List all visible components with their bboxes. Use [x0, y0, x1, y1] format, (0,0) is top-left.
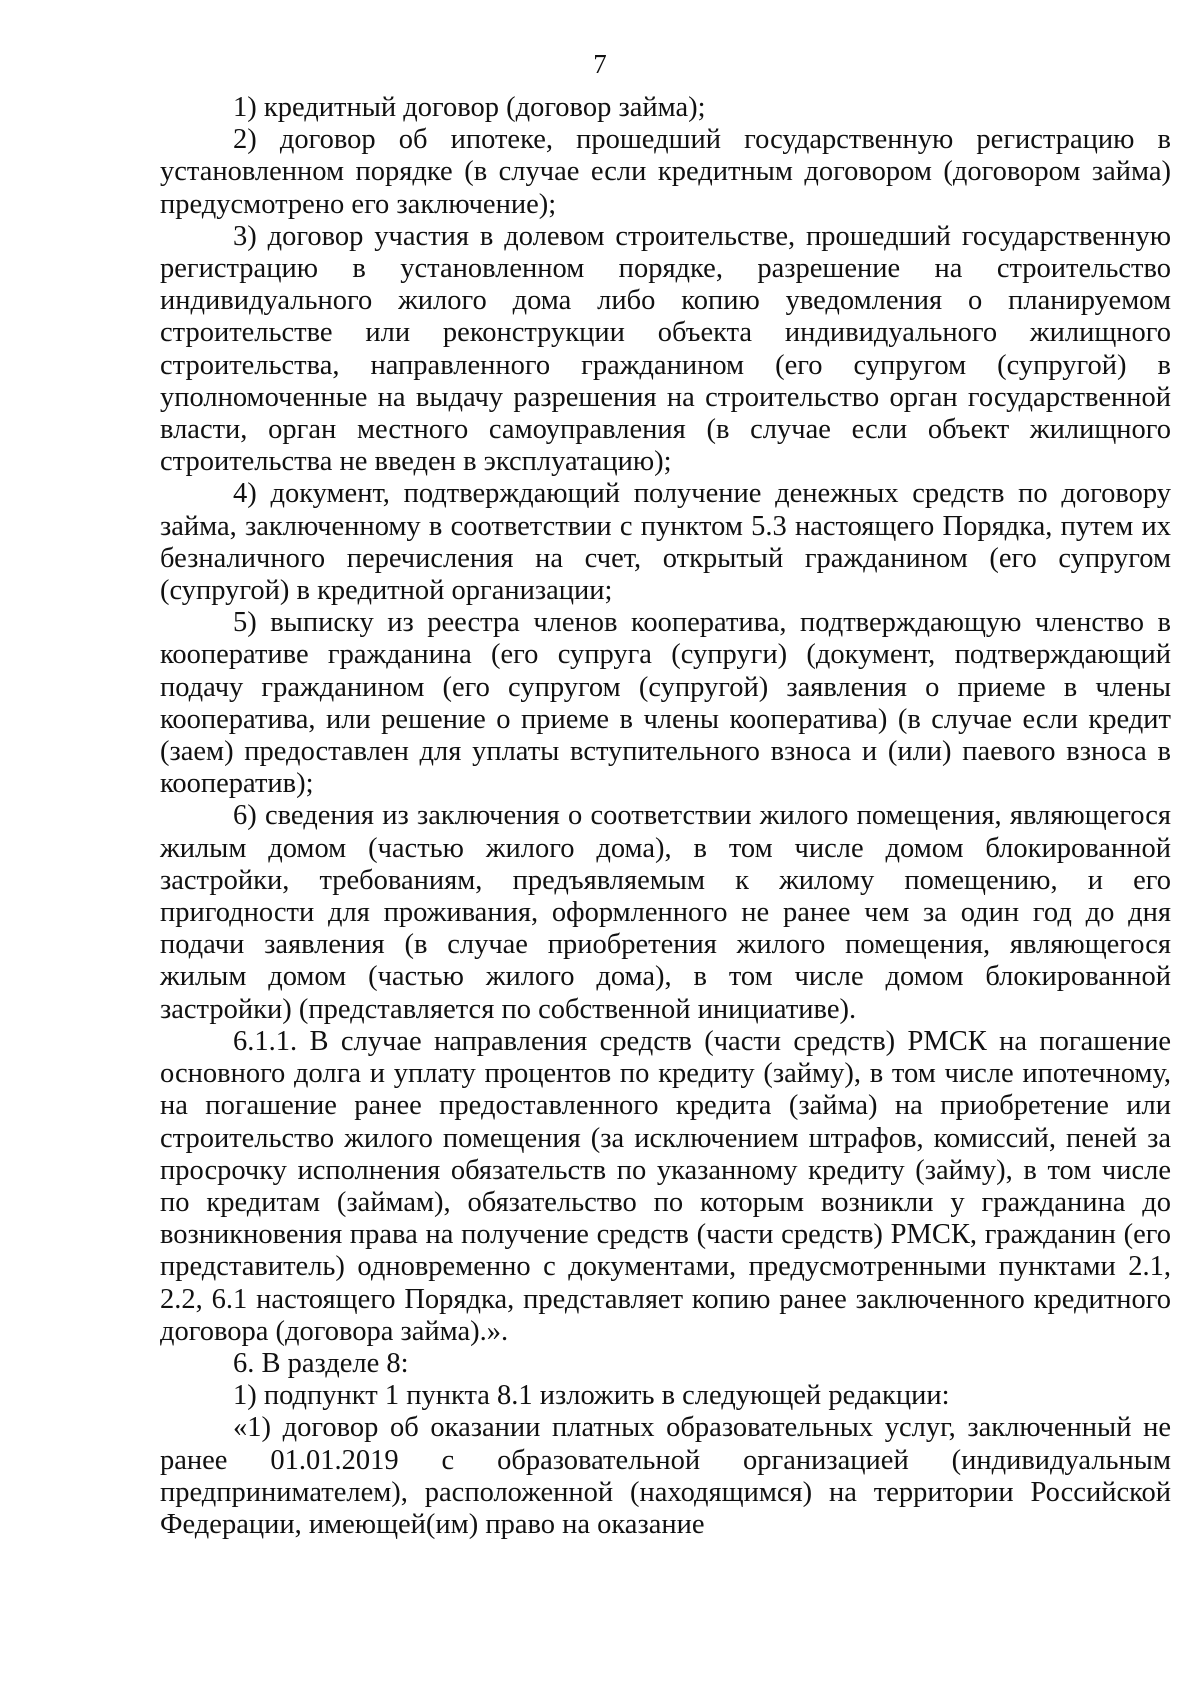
paragraph-2-mortgage-agreement: 2) договор об ипотеке, прошедший государственную регистрацию в установленном порядке (в случае если кредитным договором (договором займа) предусмотрено его заключение); — [160, 124, 1171, 220]
document-body — [160, 92, 1171, 1541]
paragraph-6-housing-conformity: 6) сведения из заключения о соответствии жилого помещения, являющегося жилым домом (частью жилого дома), в том числе домом блокированной застройки, требованиям, предъявляемым к жилому помещению, и его пригодности для проживания, оформленного не ранее чем за один год до дня подачи заявления (в случае приобретения жилого помещения, являющегося жилым домом (частью жилого дома), в том числе домом блокированной застройки) (представляется по собственной инициативе). — [160, 800, 1171, 1025]
paragraph-6-1-1-loan-repayment: 6.1.1. В случае направления средств (части средств) РМСК на погашение основного долга и уплату процентов по кредиту (займу), в том числе ипотечному, на погашение ранее предоставленного кредита (займа) на приобретение или строительство жилого помещения (за исключением штрафов, комиссий, пеней за просрочку исполнения обязательств по указанному кредиту (займу), в том числе по кредитам (займам), обязательство по которым возникли у гражданина до возникновения права на получение средств (части средств) РМСК, гражданин (его представитель) одновременно с документами, предусмотренными пунктами 2.1, 2.2, 6.1 настоящего Порядка, представляет копию ранее заключенного кредитного договора (договора займа).». — [160, 1025, 1171, 1347]
paragraph-subitem-8-1-amendment: 1) подпункт 1 пункта 8.1 изложить в следующей редакции: — [233, 1380, 950, 1412]
paragraph-section-8-heading: 6. В разделе 8: — [233, 1347, 409, 1379]
page-number: 7 — [593, 49, 607, 79]
paragraph-5-cooperative-extract: 5) выписку из реестра членов кооператива, подтверждающую членство в кооперативе гражданина (его супруга (супруги) (документ, подтверждающий подачу гражданином (его супругом (супругой) заявления о приеме в члены кооператива, или решение о приеме в члены кооператива) (в случае если кредит (заем) предоставлен для уплаты вступительного взноса и (или) паевого взноса в кооператив); — [160, 607, 1171, 800]
paragraph-education-services-contract: «1) договор об оказании платных образовательных услуг, заключенный не ранее 01.01.2019 с образовательной организацией (индивидуальным предпринимателем), расположенной (находящимся) на территории Российской Федерации, имеющей(им) право на оказание — [160, 1412, 1171, 1540]
paragraph-1-credit-agreement: 1) кредитный договор (договор займа); — [233, 92, 706, 123]
paragraph-4-loan-funds-document: 4) документ, подтверждающий получение денежных средств по договору займа, заключенному в соответствии с пунктом 5.3 настоящего Порядка, путем их безналичного перечисления на счет, открытый гражданином (его супругом (супругой) в кредитной организации; — [160, 478, 1171, 607]
paragraph-3-construction-agreement: 3) договор участия в долевом строительстве, прошедший государственную регистрацию в установленном порядке, разрешение на строительство индивидуального жилого дома либо копию уведомления о планируемом строительстве или реконструкции объекта индивидуального жилищного строительства, направленного гражданином (его супругом (супругой) в уполномоченные на выдачу разрешения на строительство орган государственной власти, орган местного самоуправления (в случае если объект жилищного строительства не введен в эксплуатацию); — [160, 220, 1171, 478]
